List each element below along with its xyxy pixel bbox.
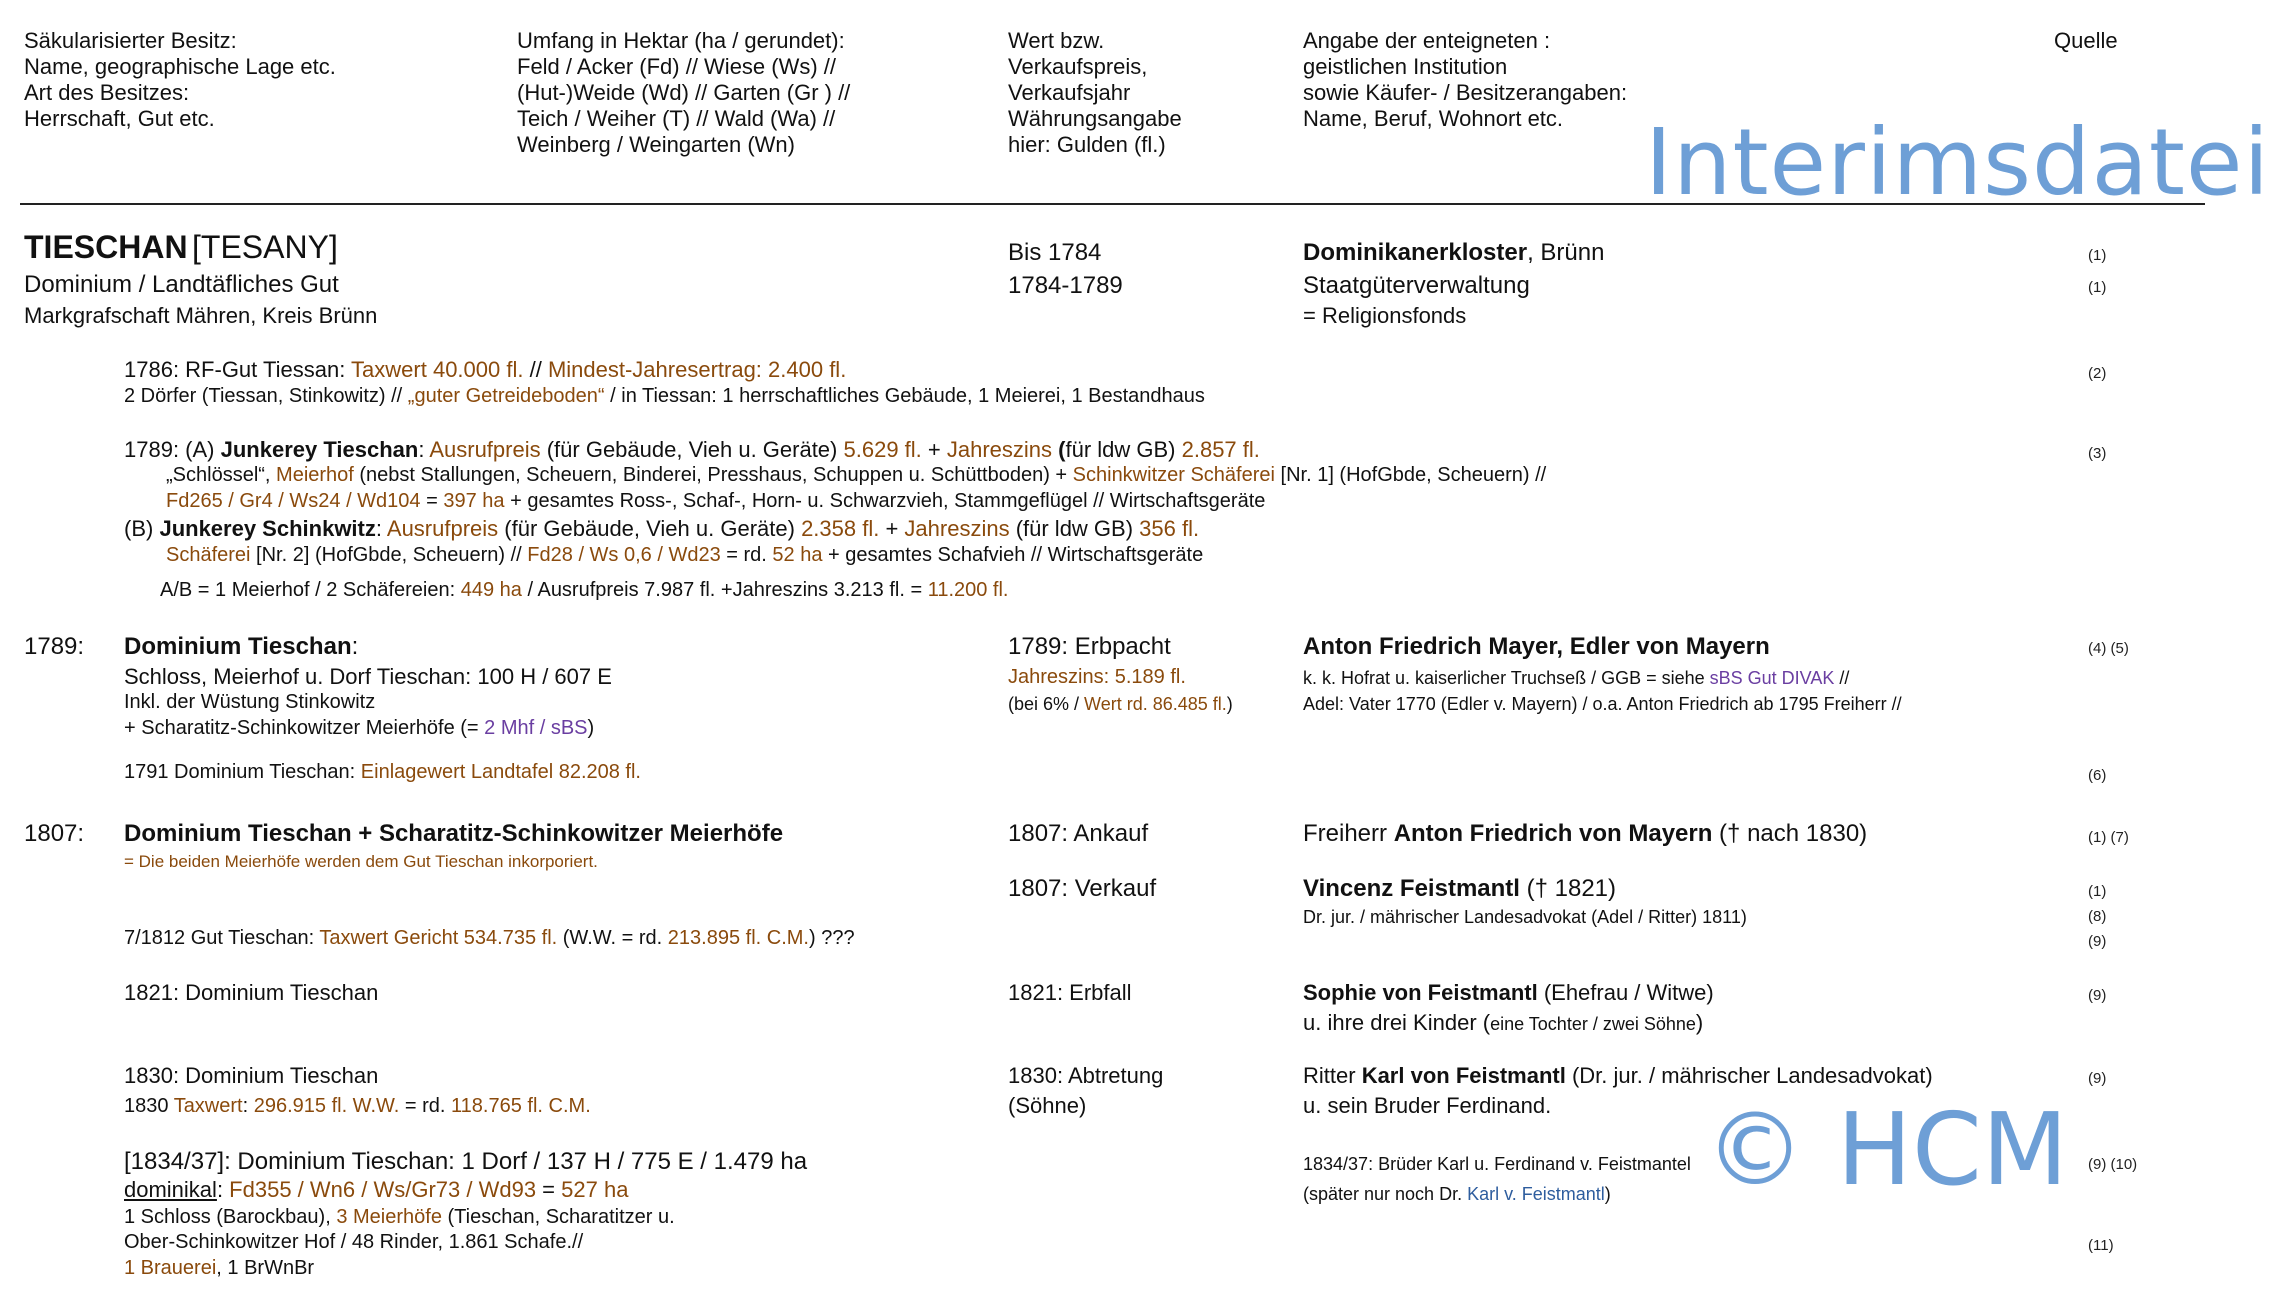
- header-col-value-line: Wert bzw.: [1008, 28, 1105, 53]
- total: 11.200 fl.: [927, 579, 1009, 601]
- source-ref: (1): [2088, 883, 2107, 900]
- source-ref: (9): [2088, 987, 2107, 1004]
- dominikal: dominikal: [124, 1177, 217, 1202]
- entry-1830-value2: (Söhne): [1008, 1093, 1087, 1118]
- text: (nebst Stallungen, Scheuern, Binderei, Presshaus, Schuppen u. Schüttboden) +: [353, 464, 1073, 486]
- jahreszins: Jahreszins: [904, 516, 1010, 541]
- entry-1830-line2: [124, 1094, 591, 1119]
- ww-value: 296.915 fl. W.W.: [253, 1095, 400, 1117]
- entry-1786: [124, 357, 846, 383]
- estate-owner-3: = Religionsfonds: [1303, 303, 1467, 328]
- text: († 1821): [1519, 875, 1617, 902]
- area: Fd28 / Ws 0,6 / Wd23: [527, 544, 721, 566]
- entry-1834-owner-line2: [1303, 1182, 1611, 1206]
- cm-value: 118.765 fl. C.M.: [451, 1095, 591, 1117]
- entry-1789-year: 1789:: [24, 633, 85, 660]
- text: //: [1834, 668, 1850, 688]
- text: [Nr. 1] (HofGbde, Scheuern) //: [1274, 464, 1547, 486]
- jahreszins: Jahreszins: [946, 437, 1053, 462]
- name: Dominium Tieschan: [124, 633, 352, 660]
- entry-1789-a: [124, 437, 1260, 463]
- entry-1789-value-title: 1789: Erbpacht: [1008, 633, 1171, 660]
- entry-1834: [1834/37]: Dominium Tieschan: 1 Dorf / 137 H / 775 E / 1.479 ha: [124, 1148, 808, 1175]
- entry-1807-name: Dominium Tieschan + Scharatitz-Schinkowitzer Meierhöfe: [124, 820, 784, 847]
- hectares: 397 ha: [443, 490, 505, 512]
- text: :: [418, 437, 430, 462]
- text: = rd.: [399, 1095, 452, 1117]
- entry-1789-dominium-line4: [124, 716, 594, 741]
- schaeferei: Schäferei: [166, 544, 251, 566]
- text: =: [536, 1177, 562, 1202]
- header-col-estate-line: Herrschaft, Gut etc.: [24, 106, 215, 131]
- text: :: [351, 633, 359, 660]
- entry-1789-dominium: [124, 632, 358, 661]
- source-ref: (1) (7): [2088, 829, 2129, 846]
- source-ref: (1): [2088, 279, 2107, 296]
- source-ref: (2): [2088, 365, 2107, 382]
- entry-1791: [124, 760, 641, 785]
- name: Vincenz Feistmantl: [1303, 875, 1520, 902]
- text: Ritter: [1303, 1063, 1362, 1088]
- entry-1789-owner-line3: Adel: Vater 1770 (Edler v. Mayern) / o.a. Anton Friedrich ab 1795 Freiherr //: [1303, 694, 1902, 714]
- entry-1789-owner-line2: [1303, 666, 1849, 690]
- einlagewert: Einlagewert Landtafel 82.208 fl.: [360, 761, 641, 783]
- price: 5.629 fl.: [843, 437, 922, 462]
- text: 1786: RF-Gut Tiessan:: [124, 357, 352, 382]
- name: Junkerey Schinkwitz: [159, 516, 376, 541]
- text: + gesamtes Ross-, Schaf-, Horn- u. Schwarzvieh, Stammgeflügel // Wirtschaftsgeräte: [504, 490, 1266, 512]
- text: //: [523, 357, 548, 382]
- source-ref: (4) (5): [2088, 640, 2129, 657]
- text: für ldw GB): [1065, 437, 1182, 462]
- entry-1812: [124, 926, 855, 951]
- header-col-estate: [24, 28, 336, 132]
- taxwert: Taxwert 40.000 fl.: [351, 357, 524, 382]
- estate-name: TIESCHAN: [24, 229, 188, 265]
- children: eine Tochter / zwei Söhne: [1490, 1014, 1696, 1034]
- header-col-source: Quelle: [2054, 28, 2118, 53]
- text: + Scharatitz-Schinkowitzer Meierhöfe (=: [124, 717, 485, 739]
- header-col-value-line: Währungsangabe: [1008, 106, 1182, 131]
- source-ref: (11): [2088, 1237, 2114, 1254]
- text: ): [1695, 1010, 1704, 1035]
- estate-owner-2: Staatgüterverwaltung: [1303, 272, 1530, 299]
- entry-1807-value2: 1807: Verkauf: [1008, 875, 1157, 902]
- text: [Nr. 2] (HofGbde, Scheuern) //: [250, 544, 528, 566]
- hectares: 527 ha: [561, 1177, 629, 1202]
- source-ref: (9): [2088, 933, 2107, 950]
- text: Freiherr: [1303, 820, 1394, 847]
- entry-1807-year: 1807:: [24, 820, 85, 847]
- quote: „guter Getreideboden“: [407, 385, 605, 407]
- entry-1830: 1830: Dominium Tieschan: [124, 1063, 379, 1088]
- entry-1821: 1821: Dominium Tieschan: [124, 980, 379, 1005]
- source-ref: (6): [2088, 767, 2107, 784]
- header-col-estate-line: Säkularisierter Besitz:: [24, 28, 237, 53]
- header-col-owner-line: Angabe der enteigneten :: [1303, 28, 1551, 53]
- source-ref: (9) (10): [2088, 1156, 2138, 1173]
- text: ): [587, 717, 595, 739]
- text: +: [879, 516, 905, 541]
- entry-1830-value: 1830: Abtretung: [1008, 1063, 1164, 1088]
- source-ref: (8): [2088, 908, 2107, 925]
- entry-1834-owner: 1834/37: Brüder Karl u. Ferdinand v. Feistmantel: [1303, 1154, 1691, 1174]
- name: Junkerey Tieschan: [220, 437, 419, 462]
- jahreszins-value: 2.857 fl.: [1181, 437, 1260, 462]
- header-col-area-line: Teich / Weiher (T) // Wald (Wa) //: [517, 106, 836, 131]
- text: „Schlössel“,: [166, 464, 277, 486]
- schaeferei: Schinkwitzer Schäferei: [1072, 464, 1275, 486]
- header-col-area-line: Umfang in Hektar (ha / gerundet):: [517, 28, 845, 53]
- header-col-value-line: Verkaufspreis,: [1008, 54, 1148, 79]
- text: 7/1812 Gut Tieschan:: [124, 927, 320, 949]
- entry-1789-value-detail: [1008, 692, 1233, 716]
- header-col-area-line: Weinberg / Weingarten (Wn): [517, 132, 795, 157]
- entry-1830-owner: [1303, 1063, 1933, 1089]
- entry-1807-owner2-line2: Dr. jur. / mährischer Landesadvokat (Adel / Ritter) 1811): [1303, 907, 1747, 927]
- estate-title: [24, 228, 338, 266]
- estate-owner-1-place: , Brünn: [1527, 239, 1605, 266]
- text: +: [921, 437, 947, 462]
- source-ref: (1): [2088, 247, 2107, 264]
- entry-1834-line3: [124, 1205, 675, 1230]
- text: + gesamtes Schafvieh // Wirtschaftsgeräte: [822, 544, 1204, 566]
- divak-link: sBS Gut DIVAK: [1709, 668, 1835, 688]
- text: (: [1052, 437, 1066, 462]
- header-divider: [20, 203, 2205, 205]
- text: (Dr. jur. / mährischer Landesadvokat): [1565, 1063, 1933, 1088]
- entry-1807-note: = Die beiden Meierhöfe werden dem Gut Tieschan inkorporiert.: [124, 852, 598, 871]
- wert: Wert rd. 86.485 fl.: [1084, 694, 1227, 714]
- watermark-copyright: © HCM: [1705, 1091, 2069, 1208]
- header-col-owner: [1303, 28, 1627, 132]
- brauerei: 1 Brauerei: [124, 1257, 217, 1279]
- karl-link: Karl v. Feistmantl: [1467, 1184, 1605, 1204]
- entry-1789-b-line2: [166, 543, 1203, 568]
- text: =: [420, 490, 444, 512]
- source-ref: (9): [2088, 1070, 2107, 1087]
- text: (später nur noch Dr.: [1303, 1184, 1468, 1204]
- entry-1789-b: [124, 516, 1199, 542]
- text: 1830: [124, 1095, 174, 1117]
- header-col-owner-line: geistlichen Institution: [1303, 54, 1508, 79]
- entry-1786-details: [124, 384, 1205, 409]
- text: (für Gebäude, Vieh u. Geräte): [498, 516, 802, 541]
- entry-1807-value1: 1807: Ankauf: [1008, 820, 1149, 847]
- estate-alt-name: [TESANY]: [192, 229, 338, 265]
- entry-1807-owner1: [1303, 819, 1867, 848]
- header-col-value: [1008, 28, 1182, 158]
- watermark-interimsdatei: Interimsdatei: [1645, 109, 2270, 216]
- text: (für Gebäude, Vieh u. Geräte): [540, 437, 844, 462]
- area: Fd265 / Gr4 / Ws24 / Wd104: [166, 490, 421, 512]
- text: = rd.: [720, 544, 773, 566]
- text: ) ???: [808, 927, 855, 949]
- entry-1834-line2: [124, 1177, 628, 1203]
- text: :: [242, 1095, 254, 1117]
- text: (Ehefrau / Witwe): [1537, 980, 1714, 1005]
- entry-1821-owner-line2: [1303, 1010, 1703, 1036]
- text: ): [1604, 1184, 1611, 1204]
- text: , 1 BrWnBr: [216, 1257, 315, 1279]
- entry-1789-jahreszins: Jahreszins: 5.189 fl.: [1008, 666, 1186, 688]
- entry-1830-owner-line2: u. sein Bruder Ferdinand.: [1303, 1093, 1552, 1118]
- cm-value: 213.895 fl. C.M.: [667, 927, 809, 949]
- taxwert: Taxwert: [173, 1095, 243, 1117]
- text: 2 Dörfer (Tiessan, Stinkowitz) //: [124, 385, 408, 407]
- entry-1834-line5: [124, 1256, 314, 1281]
- entry-1789-owner: Anton Friedrich Mayer, Edler von Mayern: [1303, 633, 1770, 660]
- header-col-estate-line: Art des Besitzes:: [24, 80, 190, 105]
- text: 1789: (A): [124, 437, 221, 462]
- header-col-owner-line: Name, Beruf, Wohnort etc.: [1303, 106, 1564, 131]
- entry-1789-a-line2: [166, 463, 1546, 488]
- text: / in Tiessan: 1 herrschaftliches Gebäude, 1 Meierei, 1 Bestandhaus: [604, 385, 1205, 407]
- hectares: 449 ha: [460, 579, 522, 601]
- name: Anton Friedrich von Mayern: [1393, 820, 1713, 847]
- estate-owner-1-name: Dominikanerkloster: [1303, 239, 1528, 266]
- entry-1789-a-line3: [166, 489, 1265, 514]
- header-col-area-line: (Hut-)Weide (Wd) // Garten (Gr ) //: [517, 80, 851, 105]
- entry-1789-summary: [160, 578, 1009, 603]
- text: 1 Schloss (Barockbau),: [124, 1206, 337, 1228]
- text: ): [1226, 694, 1233, 714]
- entry-1821-owner: [1303, 980, 1714, 1006]
- mindest-ertrag: Mindest-Jahresertrag: 2.400 fl.: [547, 357, 847, 382]
- source-ref: (3): [2088, 445, 2107, 462]
- text: A/B = 1 Meierhof / 2 Schäfereien:: [160, 579, 461, 601]
- taxwert: Taxwert Gericht 534.735 fl.: [319, 927, 558, 949]
- ausrufpreis: Ausrufpreis: [429, 437, 541, 462]
- header-col-value-line: hier: Gulden (fl.): [1008, 132, 1166, 157]
- estate-period-1: Bis 1784: [1008, 239, 1102, 266]
- text: (für ldw GB): [1009, 516, 1140, 541]
- jahreszins-value: 356 fl.: [1139, 516, 1200, 541]
- estate-type: Dominium / Landtäfliches Gut: [24, 271, 339, 298]
- ausrufpreis: Ausrufpreis: [386, 516, 499, 541]
- name: Sophie von Feistmantl: [1303, 980, 1538, 1005]
- entry-1821-value: 1821: Erbfall: [1008, 980, 1132, 1005]
- mhf-link: 2 Mhf / sBS: [484, 717, 588, 739]
- entry-1834-line4: Ober-Schinkowitzer Hof / 48 Rinder, 1.861 Schafe.//: [124, 1231, 584, 1253]
- header-col-area-line: Feld / Acker (Fd) // Wiese (Ws) //: [517, 54, 837, 79]
- text: :: [375, 516, 387, 541]
- text: u. ihre drei Kinder (: [1303, 1010, 1491, 1035]
- estate-owner-1: [1303, 238, 1604, 267]
- text: (W.W. = rd.: [557, 927, 668, 949]
- entry-1789-dominium-line3: Inkl. der Wüstung Stinkowitz: [124, 691, 376, 713]
- estate-period-2: 1784-1789: [1008, 272, 1123, 299]
- text: (Tieschan, Scharatitzer u.: [441, 1206, 675, 1228]
- text: :: [216, 1177, 230, 1202]
- hectares: 52 ha: [772, 544, 823, 566]
- text: (bei 6% /: [1008, 694, 1085, 714]
- meierhoefe: 3 Meierhöfe: [336, 1206, 442, 1228]
- text: k. k. Hofrat u. kaiserlicher Truchseß / GGB = siehe: [1303, 668, 1710, 688]
- area: Fd355 / Wn6 / Ws/Gr73 / Wd93: [229, 1177, 537, 1202]
- header-col-estate-line: Name, geographische Lage etc.: [24, 54, 336, 79]
- estate-location: Markgrafschaft Mähren, Kreis Brünn: [24, 303, 378, 328]
- text: († nach 1830): [1712, 820, 1868, 847]
- header-col-owner-line: sowie Käufer- / Besitzerangaben:: [1303, 80, 1628, 105]
- header-col-value-line: Verkaufsjahr: [1008, 80, 1131, 105]
- entry-1789-dominium-line2: Schloss, Meierhof u. Dorf Tieschan: 100 H / 607 E: [124, 664, 612, 689]
- text: 1791 Dominium Tieschan:: [124, 761, 361, 783]
- price: 2.358 fl.: [801, 516, 880, 541]
- text: / Ausrufpreis 7.987 fl. +Jahreszins 3.213 fl. =: [521, 579, 928, 601]
- header-col-area: [517, 28, 850, 158]
- name: Karl von Feistmantl: [1361, 1063, 1566, 1088]
- text: (B): [124, 516, 160, 541]
- entry-1807-owner2: [1303, 874, 1616, 903]
- meierhof: Meierhof: [276, 464, 354, 486]
